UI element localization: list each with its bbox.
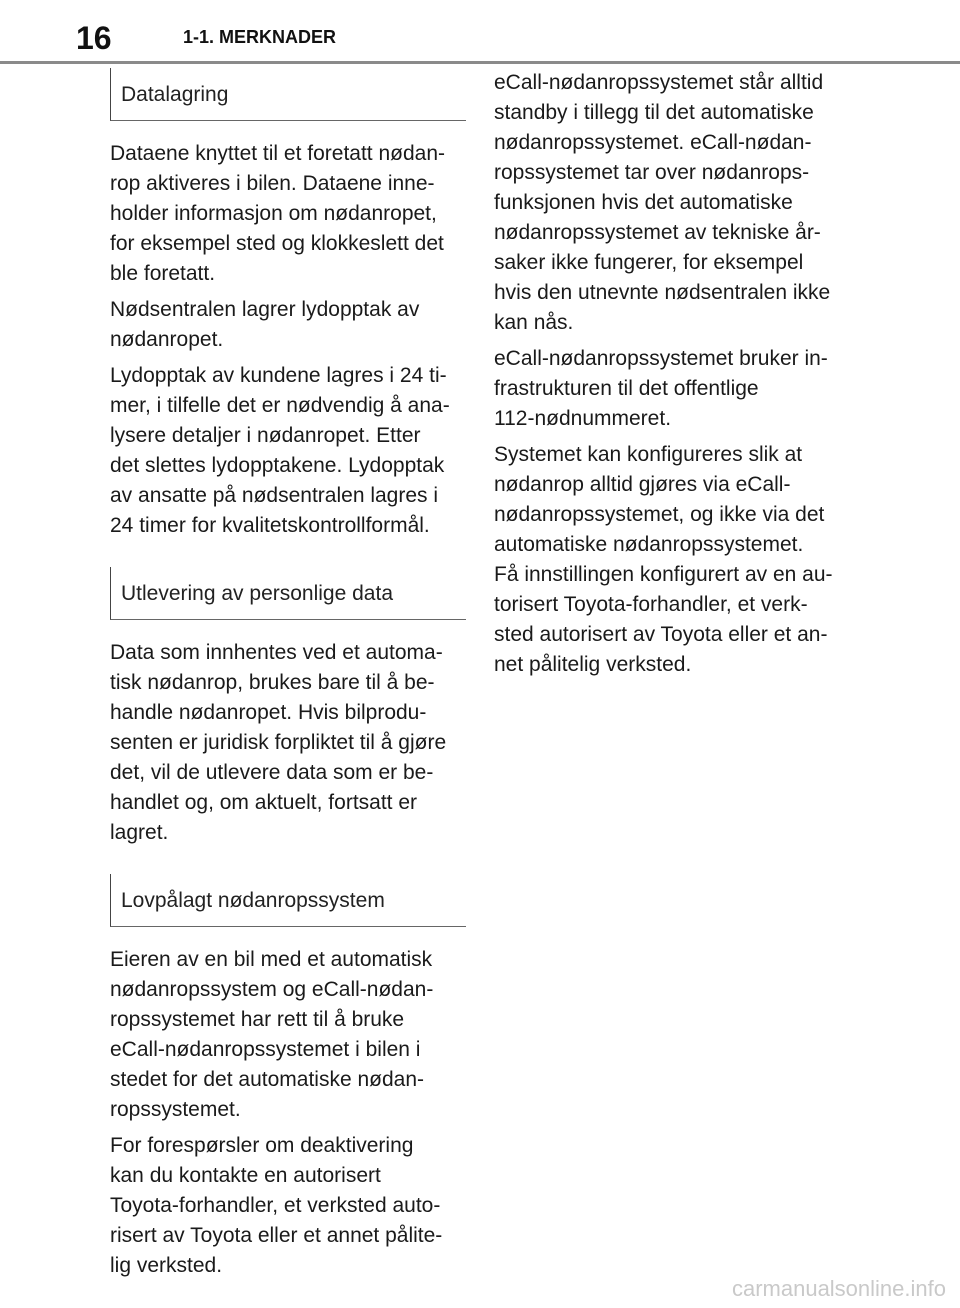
paragraph: For forespørsler om deaktivering kan du kontakte en autorisert Toyota-forhandler, et verksted auto- risert av Toyota eller et annet pålite- lig verksted. [110, 1134, 443, 1277]
subheading-utlevering: Utlevering av personlige data [110, 567, 466, 620]
paragraph: Eieren av en bil med et automatisk nødanropssystem og eCall-nødan- ropssystemet har rett til å bruke eCall-nødanropssystemet i bilen i stedet for det automatiske nødan- ropssystemet. [110, 948, 434, 1121]
left-column [110, 68, 466, 1287]
right-column [494, 68, 850, 686]
section-title: 1-1. MERKNADER [183, 27, 337, 47]
subheading-lovpalagt: Lovpålagt nødanropssystem [110, 874, 466, 927]
paragraph: Systemet kan konfigureres slik at nødanrop alltid gjøres via eCall- nødanropssystemet, og ikke via det automatiske nødanropssystemet. Få innstillingen konfigurert av en au- torisert Toyota-forhandler, et verk- sted autorisert av Toyota eller et an- net pålitelig verksted. [494, 443, 833, 676]
page-header [0, 0, 960, 62]
watermark: carmanualsonline.info [731, 1276, 946, 1301]
header-divider [0, 61, 960, 64]
paragraph: Data som innhentes ved et automa- tisk nødanrop, brukes bare til å be- handle nødanropet. Hvis bilprodu- senten er juridisk forpliktet til å gjøre det, vil de utlevere data som er be- handlet og, om aktuelt, fortsatt er lagret. [110, 641, 447, 844]
page-number: 16 [76, 20, 112, 56]
paragraph: eCall-nødanropssystemet står alltid standby i tillegg til det automatiske nødanropssystemet. eCall-nødan- ropssystemet tar over nødanrops- funksjonen hvis det automatiske nødanropssystemet av tekniske år- saker ikke fungerer, for eksempel hvis den utnevnte nødsentralen ikke kan nås. [494, 71, 831, 334]
paragraph: Dataene knyttet til et foretatt nødan- rop aktiveres i bilen. Dataene inne- holder informasjon om nødanropet, for eksempel sted og klokkeslett det ble foretatt. [110, 142, 446, 285]
paragraph: Nødsentralen lagrer lydopptak av nødanropet. [110, 298, 420, 351]
paragraph: Lydopptak av kundene lagres i 24 ti- mer, i tilfelle det er nødvendig å ana- lysere detaljer i nødanropet. Etter det slettes lydopptakene. Lydopptak av ansatte på nødsentralen lagres i 24 timer for kvalitetskontrollformål. [110, 364, 450, 537]
paragraph: eCall-nødanropssystemet bruker in- frastrukturen til det offentlige 112-nødnummeret. [494, 347, 828, 430]
subheading-datalagring: Datalagring [110, 68, 466, 121]
